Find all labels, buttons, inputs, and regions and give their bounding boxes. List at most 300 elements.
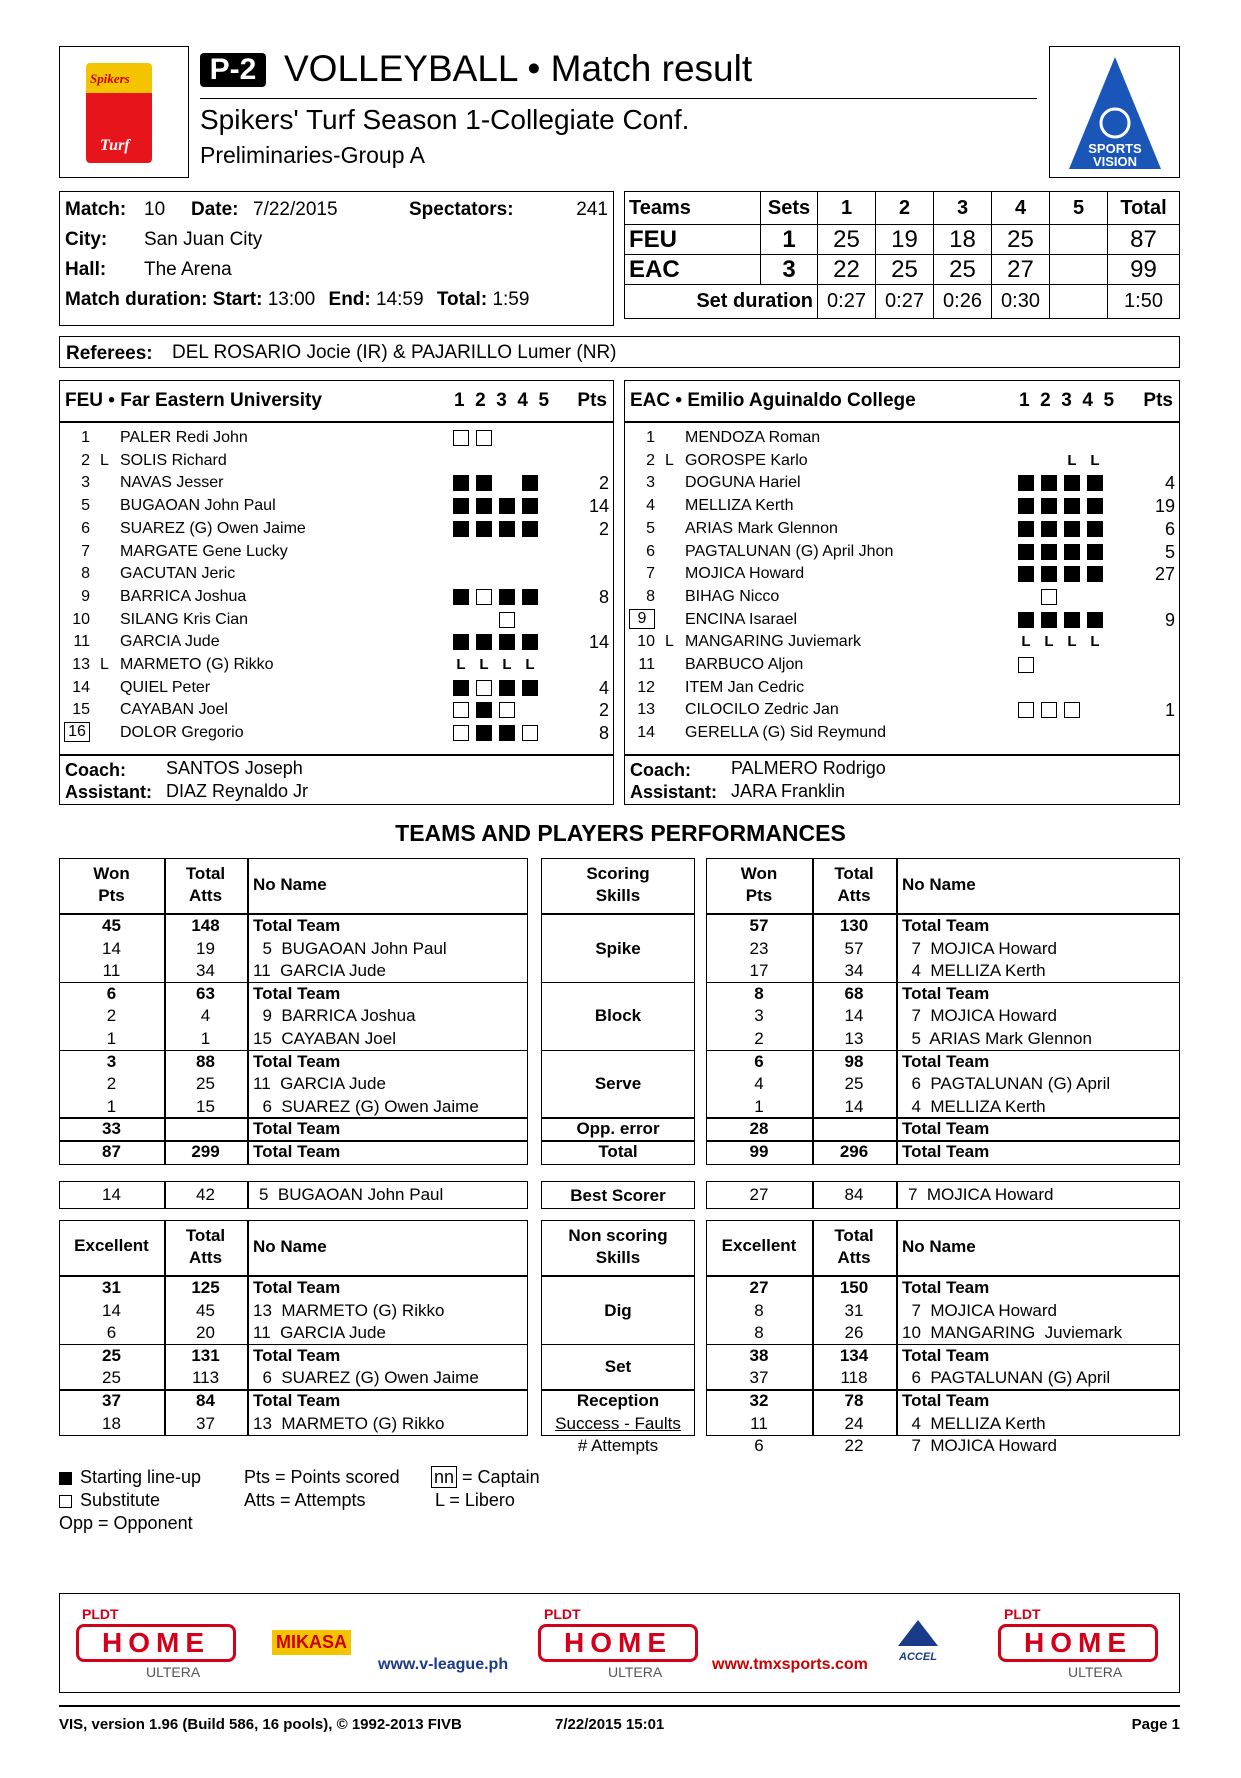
player-set-squares	[1018, 589, 1064, 607]
player-name-value: Total Team	[902, 983, 990, 1003]
won-value: 45	[102, 916, 121, 935]
player-points: 5	[1164, 541, 1175, 562]
player-name-value: 13 MARMETO (G) Rikko	[253, 1413, 445, 1433]
sponsor-bar	[59, 1593, 1180, 1693]
score-h-3: 3	[934, 192, 992, 225]
player-points: 9	[1164, 609, 1175, 630]
table-rule	[247, 1276, 249, 1436]
player-number: 8	[646, 587, 655, 605]
player-name-value: Total Team	[902, 1119, 990, 1139]
player-name: BIHAG Nicco	[685, 587, 780, 605]
score-s1: 25	[818, 225, 876, 255]
libero-mark: L	[1090, 633, 1100, 651]
won-value: 11	[750, 1413, 768, 1433]
best-scorer-atts: 42	[196, 1185, 215, 1204]
player-number: 16	[64, 722, 90, 742]
header-pts: Pts	[745, 886, 773, 905]
score-s3: 25	[934, 255, 992, 285]
player-row	[625, 450, 1179, 473]
won-value: 99	[749, 1142, 769, 1161]
score-table	[624, 191, 1180, 319]
won-value: 38	[749, 1345, 769, 1365]
logo-text-vision: VISION	[1092, 154, 1138, 169]
player-name-value: 6 PAGTALUNAN (G) April	[902, 1074, 1111, 1094]
total-atts-value: 25	[844, 1074, 864, 1094]
legend-pts: Pts = Points scored	[244, 1467, 400, 1487]
score-s4: 25	[992, 225, 1050, 255]
substitute-square-icon	[499, 612, 515, 628]
starting-square-icon	[499, 634, 515, 650]
header-noname: No Name	[902, 875, 976, 894]
starting-square-icon	[1064, 544, 1080, 560]
pldt-home-logo-1: PLDT HOME ULTERA	[76, 1606, 236, 1686]
player-set-squares	[453, 680, 545, 698]
table-rule	[247, 858, 249, 914]
pldt-home-logo-3: PLDT HOME ULTERA	[998, 1606, 1158, 1686]
player-points: 4	[1164, 473, 1175, 494]
player-row	[60, 518, 613, 541]
sports-vision-logo	[1065, 53, 1165, 173]
skill-subname: # Attempts	[577, 1436, 659, 1456]
player-name: DOLOR Gregorio	[120, 724, 244, 742]
doc-code-badge: P-2	[200, 53, 266, 87]
date-label: Date:	[191, 199, 239, 220]
starting-square-icon	[453, 498, 469, 514]
score-s4: 27	[992, 255, 1050, 285]
player-name-value: 7 MOJICA Howard	[902, 1436, 1057, 1456]
player-row	[60, 586, 613, 609]
header-noname: No Name	[253, 1237, 327, 1256]
starting-square-icon	[1041, 475, 1057, 491]
total-atts-value: 150	[839, 1278, 869, 1297]
table-rule	[541, 1050, 695, 1052]
set-duration-total: 1:50	[1108, 285, 1180, 319]
player-row	[625, 563, 1179, 586]
set-duration-row	[625, 285, 1180, 319]
empty-slot	[476, 612, 492, 628]
won-value: 6	[754, 1051, 764, 1071]
player-row	[60, 495, 613, 518]
player-number: 2	[646, 451, 655, 469]
header-won: Won	[93, 864, 130, 883]
libero-mark: L	[479, 656, 489, 673]
player-set-squares	[1018, 612, 1110, 630]
player-set-squares	[1018, 566, 1110, 584]
set-duration-2: 0:27	[876, 285, 934, 319]
starting-square-icon	[1064, 475, 1080, 491]
legend-atts: Atts = Attempts	[244, 1490, 366, 1510]
substitute-square-icon	[476, 589, 492, 605]
match-value: 10	[144, 199, 166, 220]
team-a-coach: SANTOS Joseph	[166, 758, 303, 778]
player-row	[60, 699, 613, 722]
player-name: CAYABAN Joel	[120, 701, 228, 719]
player-name: NAVAS Jesser	[120, 474, 224, 492]
spikers-turf-logo	[86, 63, 152, 163]
player-name-value: 9 BARRICA Joshua	[253, 1006, 416, 1026]
total-atts-value: 26	[844, 1323, 864, 1343]
legend	[59, 1466, 201, 1535]
best-scorer-name: 7 MOJICA Howard	[908, 1185, 1054, 1204]
team-a-name: FEU • Far Eastern University	[65, 390, 322, 411]
header-total: Total	[834, 864, 874, 883]
player-set-squares	[453, 589, 545, 607]
player-name: BARRICA Joshua	[120, 587, 247, 605]
won-value: 87	[102, 1142, 121, 1161]
substitute-square-icon	[476, 680, 492, 696]
total-atts-value: 68	[844, 983, 864, 1003]
starting-square-icon	[1018, 544, 1034, 560]
best-scorer-pts: 27	[749, 1185, 769, 1204]
player-row	[60, 677, 613, 700]
won-value: 14	[102, 1300, 121, 1320]
score-s5	[1050, 255, 1108, 285]
total-atts-value: 57	[844, 938, 864, 958]
player-number: 1	[646, 429, 655, 446]
score-h-2: 2	[876, 192, 934, 225]
won-value: 32	[749, 1391, 769, 1410]
total-atts-value: 63	[196, 983, 215, 1003]
won-value: 1	[754, 1096, 764, 1116]
player-name-value: Total Team	[902, 1345, 990, 1365]
player-name: GERELLA (G) Sid Reymund	[685, 724, 886, 742]
score-s2: 25	[876, 255, 934, 285]
total-atts-value: 1	[200, 1029, 211, 1048]
player-row	[60, 722, 613, 745]
won-value: 1	[106, 1029, 117, 1048]
player-number: 14	[637, 724, 655, 742]
team-b-assistant: JARA Franklin	[731, 781, 846, 801]
player-number: 3	[81, 474, 90, 492]
won-value: 6	[754, 1436, 764, 1456]
starting-square-icon	[476, 634, 492, 650]
player-name: MOJICA Howard	[685, 565, 805, 583]
player-number: 1	[81, 429, 90, 446]
player-set-squares	[453, 612, 545, 630]
total-atts-value: 34	[196, 961, 215, 981]
total-atts-value: 14	[844, 1096, 864, 1116]
player-name: SOLIS Richard	[120, 451, 227, 469]
starting-square-icon	[522, 498, 538, 514]
player-name-value: 6 SUAREZ (G) Owen Jaime	[253, 1096, 479, 1116]
starting-square-icon	[1064, 498, 1080, 514]
skill-name: Opp. error	[576, 1119, 660, 1139]
won-value: 8	[754, 1323, 764, 1343]
accel-logo: ACCEL	[898, 1620, 938, 1663]
player-number: 6	[81, 519, 90, 537]
player-name: GACUTAN Jeric	[120, 565, 236, 583]
player-name: PAGTALUNAN (G) April Jhon	[685, 542, 894, 560]
player-row	[625, 495, 1179, 518]
set-duration-1: 0:27	[818, 285, 876, 319]
player-points: 1	[1164, 700, 1175, 721]
total-atts-value: 37	[196, 1413, 215, 1433]
substitute-square-icon	[1018, 702, 1034, 718]
libero-mark: L	[1067, 451, 1077, 469]
player-set-squares	[1018, 702, 1087, 720]
title-rule	[200, 98, 1037, 99]
player-row	[60, 541, 613, 564]
starting-square-icon	[1041, 544, 1057, 560]
empty-slot	[1018, 589, 1034, 605]
team-a-assistant: DIAZ Reynaldo Jr	[166, 781, 309, 801]
score-total: 99	[1108, 255, 1180, 285]
starting-square-icon	[499, 589, 515, 605]
legend-middle	[244, 1466, 400, 1512]
won-value: 2	[754, 1029, 764, 1048]
player-number: 13	[72, 656, 90, 673]
set-duration-5	[1050, 285, 1108, 319]
total-atts-value: 113	[191, 1368, 220, 1388]
empty-slot	[1041, 453, 1057, 469]
score-sets: 3	[761, 255, 818, 285]
player-name-value: Total Team	[902, 916, 990, 935]
footer-printed: 7/22/2015 15:01	[555, 1716, 665, 1733]
won-value: 25	[102, 1345, 121, 1365]
player-number: 10	[72, 610, 90, 628]
won-value: 14	[102, 938, 121, 958]
legend-substitute: Substitute	[59, 1489, 201, 1512]
header-excellent: Excellent	[721, 1236, 797, 1255]
player-set-squares	[453, 725, 545, 743]
starting-square-icon	[1064, 566, 1080, 582]
substitute-square-icon	[1018, 657, 1034, 673]
set-duration-label: Set duration	[625, 285, 818, 319]
substitute-square-icon	[1041, 702, 1057, 718]
right-logo-box	[1049, 46, 1180, 178]
substitute-square-icon	[476, 430, 492, 446]
skill-name: Serve	[594, 1074, 642, 1094]
player-number: 5	[81, 497, 90, 515]
hall-value: The Arena	[144, 259, 232, 280]
city-label: City:	[65, 229, 108, 250]
starting-square-icon	[476, 475, 492, 491]
player-libero-flag: L	[665, 451, 674, 469]
total-atts-value: 45	[196, 1300, 215, 1320]
legend-libero: L = Libero	[435, 1490, 515, 1510]
player-set-squares	[1018, 453, 1110, 471]
player-points: 2	[598, 518, 609, 539]
total-atts-value: 22	[844, 1436, 864, 1456]
substitute-square-icon	[499, 702, 515, 718]
best-scorer-pts: 14	[102, 1185, 121, 1204]
player-row	[625, 631, 1179, 654]
starting-square-icon	[1087, 566, 1103, 582]
player-number: 12	[637, 678, 655, 696]
won-value: 3	[106, 1051, 117, 1071]
skill-name: Dig	[604, 1300, 632, 1320]
player-number: 3	[646, 474, 655, 492]
player-number: 9	[81, 587, 90, 605]
starting-square-icon	[522, 680, 538, 696]
player-name-value: 7 MOJICA Howard	[902, 1006, 1057, 1026]
empty-slot	[453, 612, 469, 628]
player-row	[625, 472, 1179, 495]
won-value: 2	[106, 1006, 117, 1026]
match-duration-line	[65, 289, 529, 311]
player-set-squares	[1018, 544, 1110, 562]
legend-captain: nn = Captain	[431, 1466, 540, 1489]
total-atts-value: 14	[844, 1006, 864, 1026]
total-atts-value: 148	[191, 916, 220, 935]
team-b-assistant-label: Assistant:	[630, 782, 718, 802]
starting-square-icon	[1041, 612, 1057, 628]
won-value: 1	[106, 1096, 117, 1116]
player-name: MANGARING Juviemark	[685, 633, 862, 651]
score-h-5: 5	[1050, 192, 1108, 225]
player-set-squares	[453, 475, 545, 493]
best-scorer-atts: 84	[844, 1185, 864, 1204]
table-rule	[247, 1181, 249, 1209]
player-name-value: Total Team	[253, 916, 341, 935]
starting-square-icon	[522, 589, 538, 605]
starting-square-icon	[1041, 498, 1057, 514]
starting-square-icon	[1087, 612, 1103, 628]
player-set-squares	[453, 430, 499, 448]
player-name: ITEM Jan Cedric	[685, 678, 805, 696]
table-rule	[541, 982, 695, 984]
player-name: PALER Redi John	[120, 429, 248, 446]
won-value: 2	[106, 1074, 117, 1094]
won-value: 18	[102, 1413, 121, 1433]
player-row	[60, 450, 613, 473]
total-atts-value: 125	[191, 1278, 220, 1297]
starting-square-icon	[1064, 521, 1080, 537]
player-points: 4	[598, 677, 609, 698]
substitute-square-icon	[1041, 589, 1057, 605]
player-row	[625, 677, 1179, 700]
libero-mark: L	[525, 656, 535, 673]
end-value: 14:59	[376, 289, 424, 310]
player-number: 11	[638, 656, 655, 673]
skill-name: Block	[594, 1006, 642, 1026]
player-name-value: 5 ARIAS Mark Glennon	[902, 1029, 1092, 1048]
empty-slot	[522, 612, 538, 628]
player-name-value: Total Team	[902, 1391, 990, 1410]
skills-header: Scoring	[586, 864, 650, 883]
starting-square-icon	[522, 634, 538, 650]
player-name-value: 4 MELLIZA Kerth	[902, 1096, 1046, 1116]
player-name: GARCIA Jude	[120, 633, 220, 651]
substitute-square-icon	[453, 725, 469, 741]
player-number: 6	[646, 542, 655, 560]
player-set-squares	[1018, 657, 1041, 675]
starting-square-icon	[476, 498, 492, 514]
header-noname: No Name	[902, 1237, 976, 1256]
player-name: MELLIZA Kerth	[685, 497, 794, 515]
player-name-value: 11 GARCIA Jude	[253, 1074, 386, 1094]
won-value: 31	[102, 1278, 121, 1297]
team-b-set-headers: 1 2 3 4 5	[1019, 390, 1115, 411]
player-name-value: 11 GARCIA Jude	[253, 961, 386, 981]
player-name-value: Total Team	[902, 1278, 990, 1297]
header-atts: Atts	[188, 1248, 223, 1267]
table-rule	[247, 1220, 249, 1276]
score-h-teams: Teams	[625, 192, 761, 225]
mikasa-logo: MIKASA	[272, 1630, 351, 1655]
player-name: BUGAOAN John Paul	[120, 497, 276, 515]
player-name: MARMETO (G) Rikko	[120, 656, 274, 673]
player-number: 13	[637, 701, 655, 719]
player-number: 4	[646, 497, 655, 515]
player-name-value: Total Team	[253, 1345, 341, 1365]
player-row	[625, 586, 1179, 609]
player-name-value: Total Team	[253, 1278, 341, 1297]
starting-square-icon	[1018, 612, 1034, 628]
won-value: 4	[754, 1074, 764, 1094]
best-scorer-label: Best Scorer	[570, 1186, 666, 1205]
header-pts: Pts	[98, 886, 125, 905]
libero-mark: L	[1044, 633, 1054, 651]
player-row	[60, 654, 613, 677]
player-points: 8	[598, 723, 609, 744]
spectators-label: Spectators:	[409, 199, 514, 220]
doc-title: VOLLEYBALL • Match result	[284, 48, 753, 89]
header-won: Won	[740, 864, 778, 883]
total-atts-value: 78	[844, 1391, 864, 1410]
player-name-value: 10 MANGARING Juviemark	[902, 1323, 1123, 1343]
starting-square-icon	[453, 475, 469, 491]
player-row	[60, 472, 613, 495]
duration-label: Match duration:	[65, 289, 208, 310]
player-set-squares	[453, 657, 545, 675]
logo-text-sports: SPORTS	[1088, 141, 1142, 156]
player-name-value: Total Team	[253, 1142, 341, 1161]
player-name: SILANG Kris Cian	[120, 610, 249, 628]
starting-square-icon	[499, 521, 515, 537]
player-name-value: Total Team	[253, 1119, 341, 1139]
team-b-name: EAC • Emilio Aguinaldo College	[630, 390, 916, 411]
player-name: QUIEL Peter	[120, 678, 211, 696]
total-atts-value: 24	[844, 1413, 864, 1433]
table-rule	[896, 1276, 898, 1436]
substitute-square-icon	[453, 702, 469, 718]
player-row	[625, 541, 1179, 564]
header-excellent: Excellent	[74, 1236, 149, 1255]
total-atts-value: 299	[191, 1142, 220, 1161]
set-duration-3: 0:26	[934, 285, 992, 319]
score-s2: 19	[876, 225, 934, 255]
player-name: DOGUNA Hariel	[685, 474, 801, 492]
player-number: 9	[629, 609, 655, 629]
player-name: ARIAS Mark Glennon	[685, 519, 838, 537]
starting-square-icon	[1041, 566, 1057, 582]
player-name-value: Total Team	[253, 1051, 341, 1071]
vleague-link[interactable]: www.v-league.ph	[378, 1656, 509, 1673]
starting-square-icon	[1087, 544, 1103, 560]
team-a-box	[59, 380, 614, 805]
player-row	[60, 563, 613, 586]
player-set-squares	[1018, 475, 1110, 493]
player-number: 2	[81, 451, 90, 469]
player-number: 5	[646, 519, 655, 537]
starting-square-icon	[1064, 612, 1080, 628]
substitute-square-icon	[522, 725, 538, 741]
player-libero-flag: L	[100, 656, 109, 673]
won-value: 25	[102, 1368, 121, 1388]
player-number: 15	[72, 701, 90, 719]
won-value: 8	[754, 983, 764, 1003]
score-total: 87	[1108, 225, 1180, 255]
player-set-squares	[453, 634, 545, 652]
starting-square-icon	[476, 702, 492, 718]
header-atts: Atts	[837, 886, 871, 905]
tmx-link[interactable]: www.tmxsports.com	[712, 1656, 868, 1673]
player-libero-flag: L	[100, 451, 109, 469]
skill-name: Set	[604, 1357, 632, 1377]
team-a-coach-label: Coach:	[65, 760, 127, 780]
referees-box	[59, 336, 1180, 368]
